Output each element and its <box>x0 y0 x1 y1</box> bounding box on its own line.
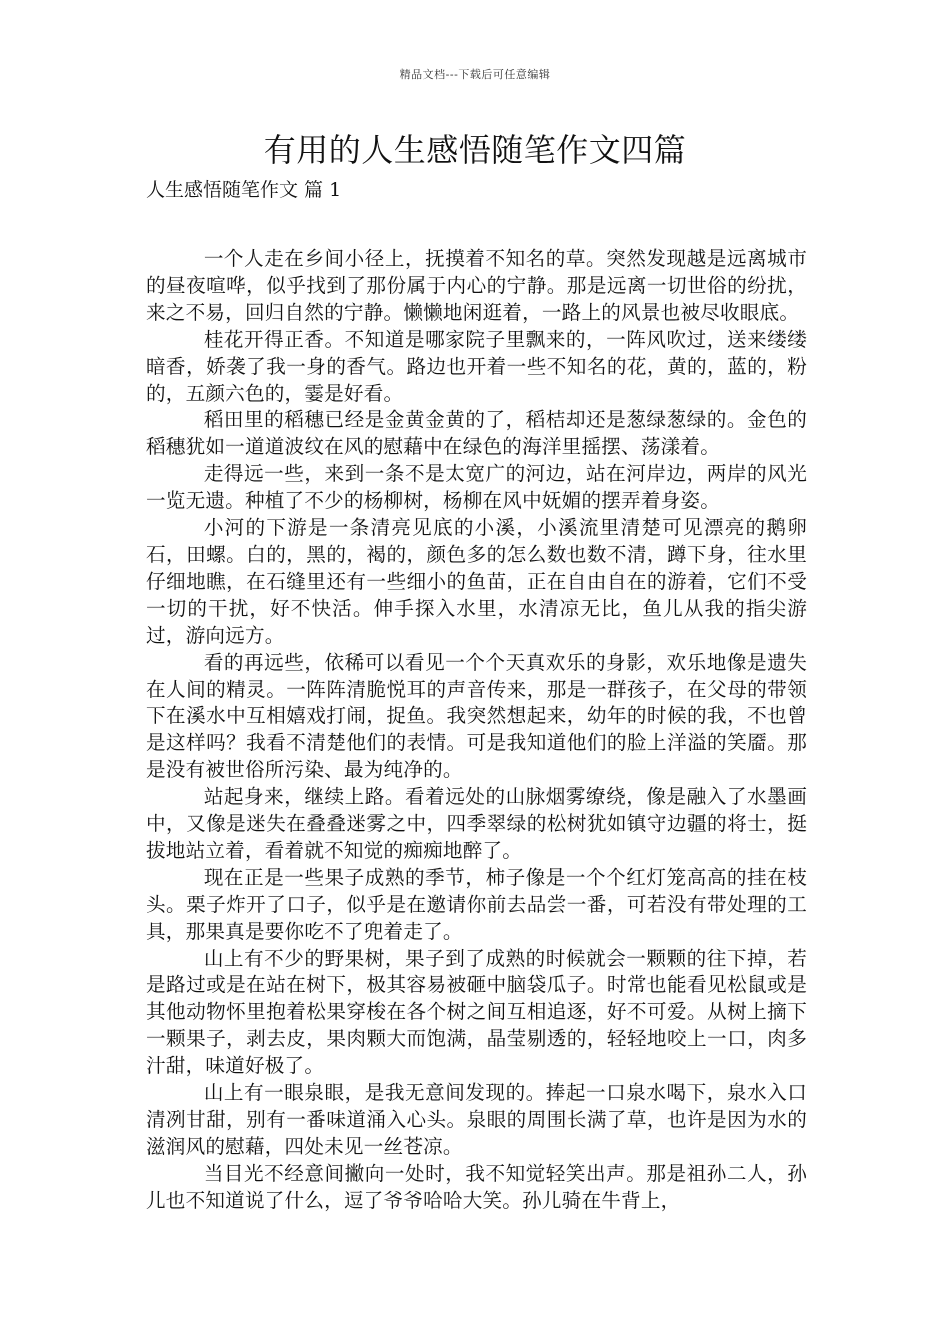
paragraph: 稻田里的稻穗已经是金黄金黄的了，稻桔却还是葱绿葱绿的。金色的稻穗犹如一道道波纹在风的慰藉中在绿色的海洋里摇摆、荡漾着。 <box>146 408 807 459</box>
paragraph: 走得远一些，来到一条不是太宽广的河边，站在河岸边，两岸的风光一览无遗。种植了不少的杨柳树，杨柳在风中妩媚的摆弄着身姿。 <box>146 462 807 513</box>
paragraph: 一个人走在乡间小径上，抚摸着不知名的草。突然发现越是远离城市的昼夜喧哗，似乎找到了那份属于内心的宁静。那是远离一切世俗的纷扰，来之不易，回归自然的宁静。懒懒地闲逛着，一路上的风景也被尽收眼底。 <box>146 247 807 324</box>
paragraph: 桂花开得正香。不知道是哪家院子里飘来的，一阵风吹过，送来缕缕暗香，娇袭了我一身的香气。路边也开着一些不知名的花，黄的，蓝的，粉的，五颜六色的，霎是好看。 <box>146 327 807 405</box>
paragraph: 站起身来，继续上路。看着远处的山脉烟雾缭绕，像是融入了水墨画中，又像是迷失在叠叠迷雾之中，四季翠绿的松树犹如镇守边疆的将士，挺拔地站立着，看着就不知觉的痴痴地醉了。 <box>146 785 807 862</box>
paragraph: 现在正是一些果子成熟的季节，柿子像是一个个红灯笼高高的挂在枝头。栗子炸开了口子，似乎是在邀请你前去品尝一番，可若没有带处理的工具，那果真是要你吃不了兜着走了。 <box>146 865 807 943</box>
document-subtitle: 人生感悟随笔作文 篇 1 <box>146 179 342 201</box>
paragraph: 山上有不少的野果树，果子到了成熟的时候就会一颗颗的往下掉，若是路过或是在站在树下，极其容易被砸中脑袋瓜子。时常也能看见松鼠或是其他动物怀里抱着松果穿梭在各个树之间互相追逐，好不可爱。从树上摘下一颗果子，剥去皮，果肉颗大而饱满，晶莹剔透的，轻轻地咬上一口，肉多汁甜，味道好极了。 <box>146 946 807 1078</box>
paragraph: 小河的下游是一条清亮见底的小溪，小溪流里清楚可见漂亮的鹅卵石，田螺。白的，黑的，褐的，颜色多的怎么数也数不清，蹲下身，往水里仔细地瞧，在石缝里还有一些细小的鱼苗，正在自由自在的游着，它们不受一切的干扰，好不快活。伸手探入水里，水清凉无比，鱼儿从我的指尖游过，游向远方。 <box>146 516 807 647</box>
paragraph: 当目光不经意间撇向一处时，我不知觉轻笑出声。那是祖孙二人，孙儿也不知道说了什么，逗了爷爷哈哈大笑。孙儿骑在牛背上， <box>146 1161 807 1212</box>
paragraph: 山上有一眼泉眼，是我无意间发现的。捧起一口泉水喝下，泉水入口清冽甘甜，别有一番味道涌入心头。泉眼的周围长满了草，也许是因为水的滋润风的慰藉，四处未见一丝苍凉。 <box>146 1081 807 1158</box>
page-header-note: 精品文档---下载后可任意编辑 <box>399 68 551 81</box>
paragraph: 看的再远些，依稀可以看见一个个天真欢乐的身影，欢乐地像是遗失在人间的精灵。一阵阵清脆悦耳的声音传来，那是一群孩子，在父母的带领下在溪水中互相嬉戏打闹，捉鱼。我突然想起来，幼年的时候的我，不也曾是这样吗？我看不清楚他们的表情。可是我知道他们的脸上洋溢的笑靥。那是没有被世俗所污染、最为纯净的。 <box>146 650 807 782</box>
document-body <box>146 246 807 1215</box>
document-title: 有用的人生感悟随笔作文四篇 <box>263 131 687 169</box>
